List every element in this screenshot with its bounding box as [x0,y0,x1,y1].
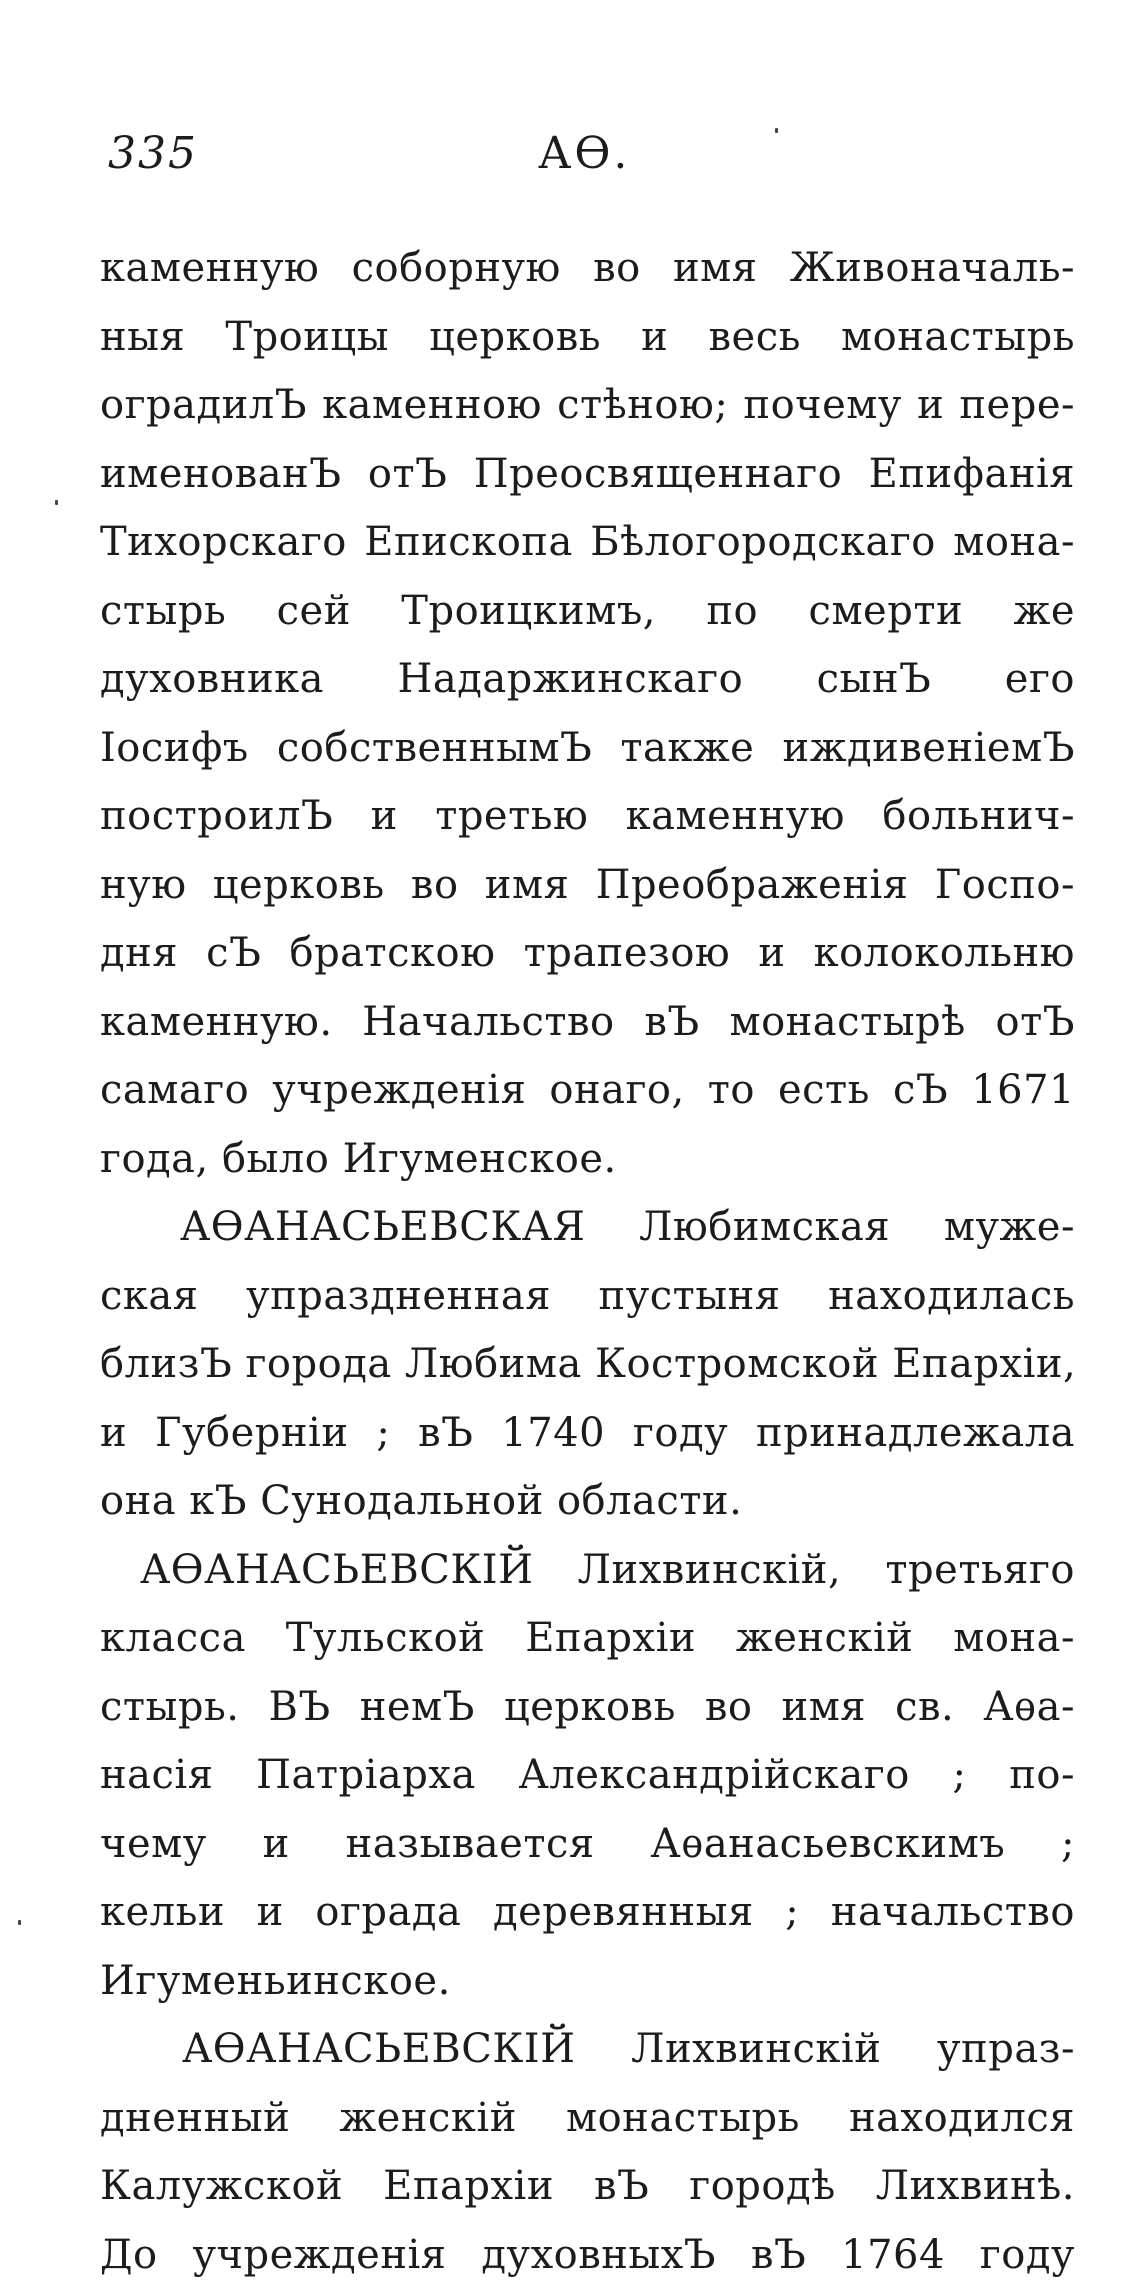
text-line: она кЪ Сунодальной области. [100,1467,1075,1536]
text-line: Калужской Епархіи вЪ городѣ Лихвинѣ. [100,2152,1075,2221]
entry-heading-line: АѲАНАСЬЕВСКАЯ Любимская муже- [100,1193,1075,1262]
text-line: года, было Игуменское. [100,1125,1075,1194]
entry-heading-line: АѲАНАСЬЕВСКІЙ Лихвинскій, третьяго [100,1536,1075,1605]
text-line: дненный женскій монастырь находился [100,2084,1075,2153]
text-line: именованЪ отЪ Преосвященнаго Епифанія [100,440,1075,509]
text-line: стырь. ВЪ немЪ церковь во имя св. Аѳа- [100,1673,1075,1742]
text-line: построилЪ и третью каменную больнич- [100,782,1075,851]
running-head: АѲ. [538,128,630,179]
page-number: 335 [108,128,198,179]
text-line: каменную соборную во имя Живоначаль- [100,234,1075,303]
body-text [100,234,1075,2289]
entry-heading-line: АѲАНАСЬЕВСКІЙ Лихвинскій упраз- [100,2015,1075,2084]
text-line: Тихорскаго Епископа Бѣлогородскаго мона- [100,508,1075,577]
text-line: оградилЪ каменною стѣною; почему и пере- [100,371,1075,440]
text-line: и Губерніи ; вЪ 1740 году принадлежала [100,1399,1075,1468]
ink-speck [18,1920,21,1925]
text-line: ская упраздненная пустыня находилась [100,1262,1075,1331]
text-line: самаго учрежденія онаго, то есть сЪ 1671 [100,1056,1075,1125]
text-line: кельи и ограда деревянныя ; начальство [100,1878,1075,1947]
text-line: насія Патріарха Александрійскаго ; по- [100,1741,1075,1810]
ink-speck [55,500,58,505]
text-line: близЪ города Любима Костромской Епархіи, [100,1330,1075,1399]
text-line: стырь сей Троицкимъ, по смерти же [100,577,1075,646]
text-line: чему и называется Аѳанасьевскимъ ; [100,1810,1075,1879]
text-line: каменную. Начальство вЪ монастырѣ отЪ [100,988,1075,1057]
text-line: ную церковь во имя Преображенія Госпо- [100,851,1075,920]
text-line: ныя Троицы церковь и весь монастырь [100,303,1075,372]
page-header [108,128,1068,188]
text-line: дня сЪ братскою трапезою и колокольню [100,919,1075,988]
text-line: До учрежденія духовныхЪ вЪ 1764 году [100,2221,1075,2289]
text-line: Іосифъ собственнымЪ также иждивеніемЪ [100,714,1075,783]
text-line: Игуменьинское. [100,1947,1075,2016]
text-line: духовника Надаржинскаго сынЪ его [100,645,1075,714]
ink-speck [775,128,778,133]
text-line: класса Тульской Епархіи женскій мона- [100,1604,1075,1673]
